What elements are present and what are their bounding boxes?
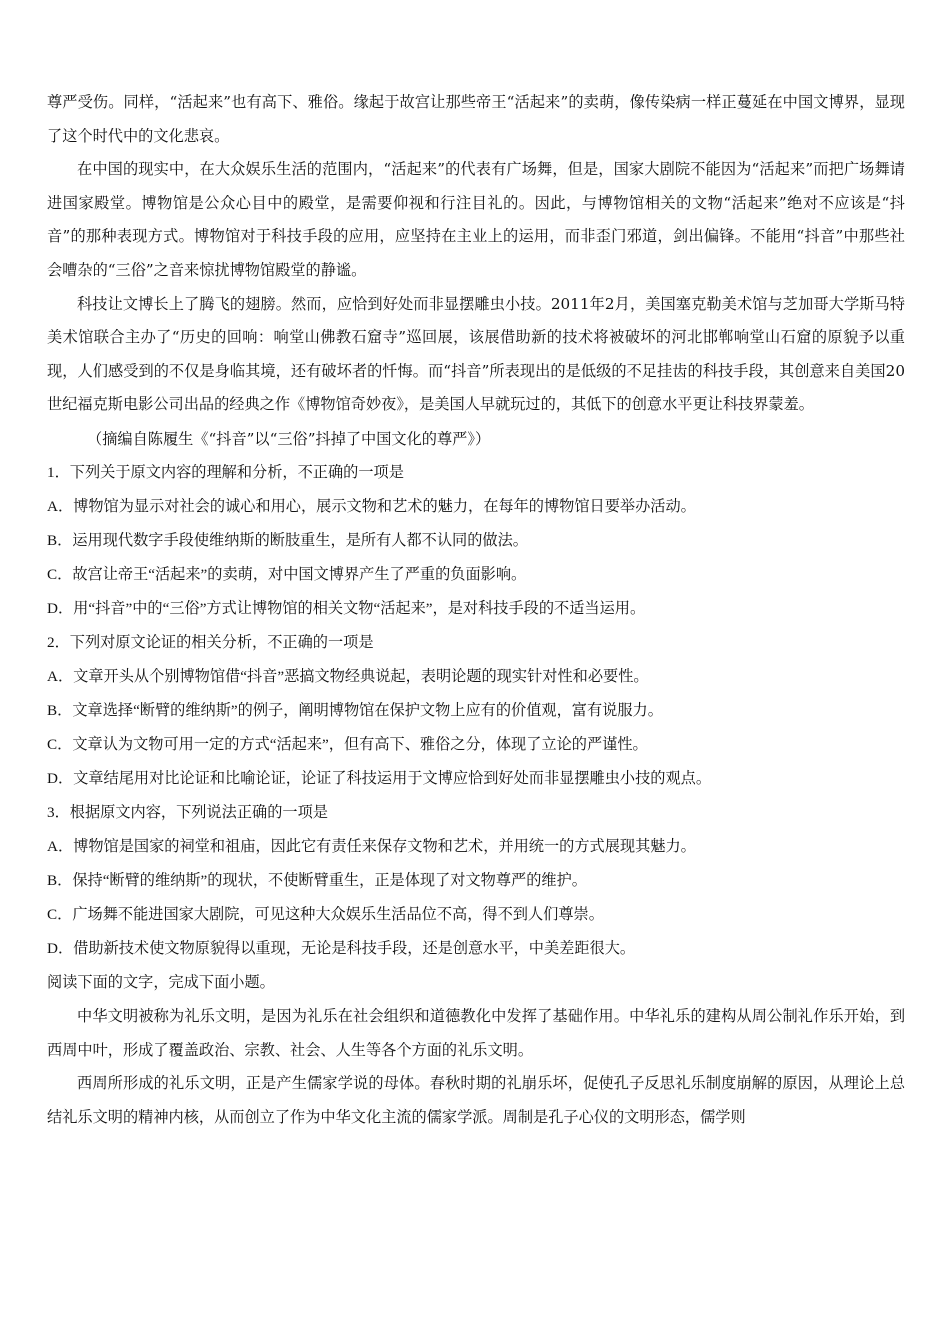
option-a: A．博物馆是国家的祠堂和祖庙，因此它有责任来保存文物和艺术，并用统一的方式展现其魅力。 [47,837,696,855]
question-stem: 2．下列对原文论证的相关分析，不正确的一项是 [47,633,374,651]
option-a: A．文章开头从个别博物馆借“抖音”恶搞文物经典说起，表明论题的现实针对性和必要性。 [47,667,649,685]
passage-two [47,1000,905,1134]
question-3 [47,796,905,966]
option-b: B．文章选择“断臂的维纳斯”的例子，阐明博物馆在保护文物上应有的价值观，富有说服力。 [47,701,663,719]
option-b: B．保持“断臂的维纳斯”的现状，不使断臂重生，正是体现了对文物尊严的维护。 [47,871,587,889]
question-2 [47,626,905,796]
question-1 [47,456,905,626]
paragraph-technology: 科技让文博长上了腾飞的翅膀。然而，应恰到好处而非显摆雕虫小技。2011年2月，美国塞克勒美术馆与芝加哥大学斯马特美术馆联合主办了“历史的回响：响堂山佛教石窟寺”巡回展，该展借助新的技术将被破坏的河北邯郸响堂山石窟的原貌予以重现，人们感受到的不仅是身临其境，还有破坏者的忏悔。而“抖音”所表现出的是低级的不足挂齿的科技手段，其创意来自美国20世纪福克斯电影公司出品的经典之作《博物馆奇妙夜》，是美国人早就玩过的，其低下的创意水平更让科技界蒙羞。 [47,294,905,414]
passage-one [47,86,905,1134]
option-c: C．文章认为文物可用一定的方式“活起来”，但有高下、雅俗之分，体现了立论的严谨性。 [47,735,648,753]
option-c: C．广场舞不能进国家大剧院，可见这种大众娱乐生活品位不高，得不到人们尊崇。 [47,905,604,923]
reading-instruction: 阅读下面的文字，完成下面小题。 [47,973,275,991]
question-stem: 1．下列关于原文内容的理解和分析，不正确的一项是 [47,463,404,481]
question-stem: 3．根据原文内容，下列说法正确的一项是 [47,803,328,821]
option-d: D．用“抖音”中的“三俗”方式让博物馆的相关文物“活起来”，是对科技手段的不适当运用。 [47,599,646,617]
option-d: D．文章结尾用对比论证和比喻论证，论证了科技运用于文博应恰到好处而非显摆雕虫小技的观点。 [47,769,712,787]
paragraph-liyue: 中华文明被称为礼乐文明，是因为礼乐在社会组织和道德教化中发挥了基础作用。中华礼乐的建构从周公制礼作乐开始，到西周中叶，形成了覆盖政治、宗教、社会、人生等各个方面的礼乐文明。 [47,1006,905,1059]
paragraph-continued: 尊严受伤。同样，“活起来”也有高下、雅俗。缘起于故宫让那些帝王“活起来”的卖萌，像传染病一样正蔓延在中国文博界，显现了这个时代中的文化悲哀。 [47,93,905,145]
source-citation: （摘编自陈履生《“抖音”以“三俗”抖掉了中国文化的尊严》） [87,429,491,448]
option-b: B．运用现代数字手段使维纳斯的断肢重生，是所有人都不认同的做法。 [47,531,528,549]
paragraph-rujia: 西周所形成的礼乐文明，正是产生儒家学说的母体。春秋时期的礼崩乐坏，促使孔子反思礼乐制度崩解的原因，从理论上总结礼乐文明的精神内核，从而创立了作为中华文化主流的儒家学派。周制是孔子心仪的文明形态，儒学则 [47,1074,905,1126]
option-a: A．博物馆为显示对社会的诚心和用心，展示文物和艺术的魅力，在每年的博物馆日要举办活动。 [47,497,696,515]
option-d: D．借助新技术使文物原貌得以重现，无论是科技手段，还是创意水平，中美差距很大。 [47,939,636,957]
paragraph-guangchangwu: 在中国的现实中，在大众娱乐生活的范围内，“活起来”的代表有广场舞，但是，国家大剧院不能因为“活起来”而把广场舞请进国家殿堂。博物馆是公众心目中的殿堂，是需要仰视和行注目礼的。因此，与博物馆相关的文物“活起来”绝对不应该是“抖音”的那种表现方式。博物馆对于科技手段的应用，应坚持在主业上的运用，而非歪门邪道，剑出偏锋。不能用“抖音”中那些社会嘈杂的“三俗”之音来惊扰博物馆殿堂的静谧。 [47,160,905,279]
option-c: C．故宫让帝王“活起来”的卖萌，对中国文博界产生了严重的负面影响。 [47,565,527,583]
